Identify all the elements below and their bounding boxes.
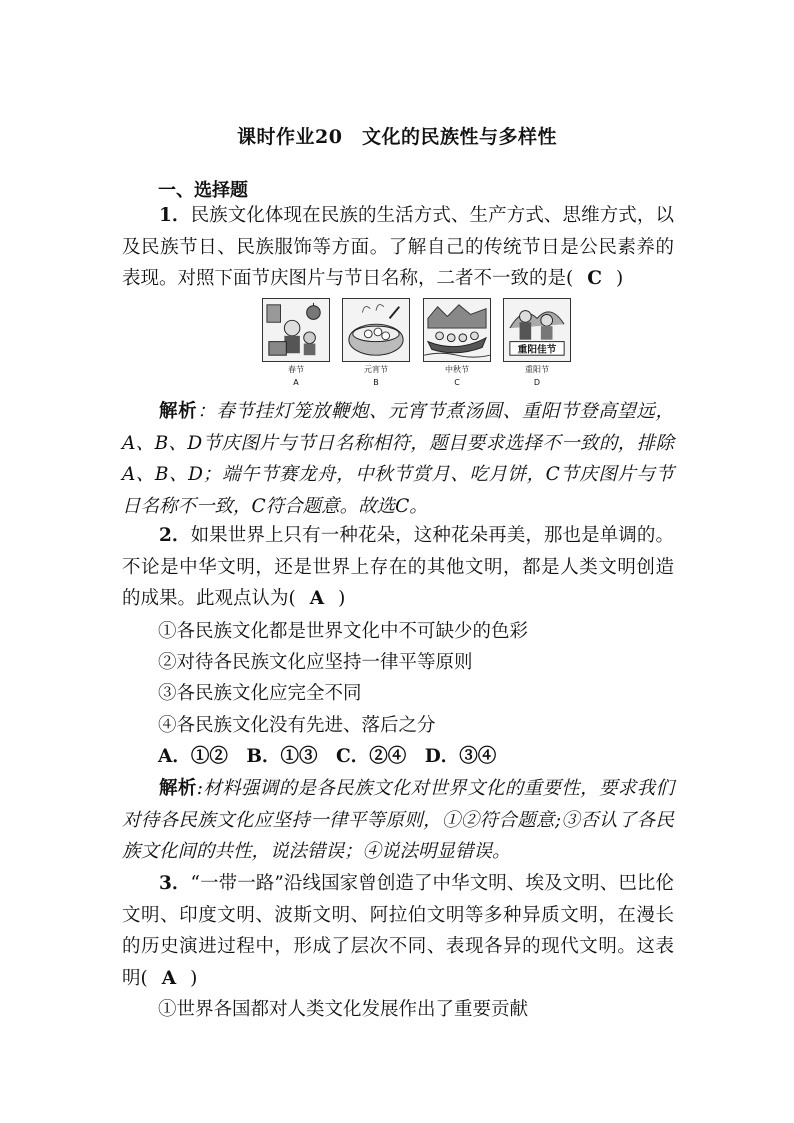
figure-c-name: 中秋节 bbox=[445, 365, 469, 374]
question-2-option-1: ①各民族文化都是世界文化中不可缺少的色彩 bbox=[158, 621, 529, 642]
question-1-analysis bbox=[122, 396, 674, 522]
question-3-option-1: ①世界各国都对人类文化发展作出了重要贡献 bbox=[158, 999, 529, 1020]
question-2-number: 2． bbox=[159, 525, 191, 546]
figure-d-banner: 重阳佳节 bbox=[517, 344, 557, 356]
question-3-number: 3． bbox=[159, 873, 191, 894]
analysis-2-text: 材料强调的是各民族文化对世界文化的重要性，要求我们对待各民族文化应坚持一律平等原则，①②符合题意;③否认了各民族文化间的共性，说法错误；④说法明显错误。 bbox=[122, 778, 674, 862]
figure-spring-festival bbox=[262, 298, 330, 388]
figure-d-letter: D bbox=[533, 378, 541, 387]
figure-b-letter: B bbox=[373, 378, 379, 387]
figure-b-name: 元宵节 bbox=[364, 365, 388, 374]
question-1-number: 1． bbox=[159, 205, 191, 226]
figure-d-name: 重阳节 bbox=[525, 365, 549, 374]
spring-festival-image-icon bbox=[262, 298, 330, 362]
question-1 bbox=[122, 200, 674, 295]
question-2 bbox=[122, 520, 674, 615]
question-3-text: “一带一路”沿线国家曾创造了中华文明、埃及文明、巴比伦文明、印度文明、波斯文明、阿拉伯文明等多种异质文明，在漫长的历史演进过程中，形成了层次不同、表现各异的现代文明。这表明( bbox=[122, 873, 674, 989]
dragon-boat-image-icon bbox=[423, 298, 491, 362]
question-2-analysis bbox=[122, 773, 674, 868]
analysis-2-colon: : bbox=[196, 778, 203, 799]
figure-a-name: 春节 bbox=[288, 365, 304, 374]
question-2-option-2: ②对待各民族文化应坚持一律平等原则 bbox=[158, 652, 473, 673]
analysis-1-label: 解析 bbox=[159, 401, 198, 422]
double-ninth-image-icon bbox=[503, 298, 571, 362]
question-3 bbox=[122, 868, 674, 994]
figure-c-letter: C bbox=[454, 378, 460, 387]
question-3-close: ) bbox=[190, 967, 198, 989]
section-heading: 一、选择题 bbox=[158, 180, 248, 201]
question-2-answer: A bbox=[309, 588, 325, 609]
question-2-choices: A．①② B．①③ C．②④ D．③④ bbox=[158, 746, 497, 767]
festival-figures bbox=[262, 298, 572, 390]
question-3-answer: A bbox=[161, 967, 177, 989]
figure-a-letter: A bbox=[293, 378, 299, 387]
figure-lantern-festival bbox=[342, 298, 410, 388]
figure-double-ninth-festival bbox=[503, 298, 571, 388]
question-2-close: ) bbox=[338, 588, 346, 609]
question-2-option-3: ③各民族文化应完全不同 bbox=[158, 683, 362, 704]
analysis-1-colon: ： bbox=[197, 401, 217, 422]
question-2-text: 如果世界上只有一种花朵，这种花朵再美，那也是单调的。不论是中华文明，还是世界上存在的其他文明，都是人类文明创造的成果。此观点认为( bbox=[122, 525, 674, 609]
analysis-2-label: 解析 bbox=[159, 778, 197, 799]
question-1-text: 民族文化体现在民族的生活方式、生产方式、思维方式，以及民族节日、民族服饰等方面。了解自己的传统节日是公民素养的表现。对照下面节庆图片与节日名称，二者不一致的是( bbox=[122, 205, 674, 289]
question-2-option-4: ④各民族文化没有先进、落后之分 bbox=[158, 715, 436, 736]
lantern-festival-image-icon bbox=[342, 298, 410, 362]
analysis-1-text: 春节挂灯笼放鞭炮、元宵节煮汤圆、重阳节登高望远，A、B、D节庆图片与节日名称相符，题目要求选择不一致的，排除A、B、D；端午节赛龙舟，中秋节赏月、吃月饼，C节庆图片与节日名称不一致，C符合题意。故选C。 bbox=[122, 401, 674, 517]
question-1-answer: C bbox=[587, 268, 602, 289]
question-1-close: ) bbox=[615, 268, 624, 289]
figure-mid-autumn-festival bbox=[423, 298, 491, 388]
page-title: 课时作业20 文化的民族性与多样性 bbox=[237, 126, 557, 148]
